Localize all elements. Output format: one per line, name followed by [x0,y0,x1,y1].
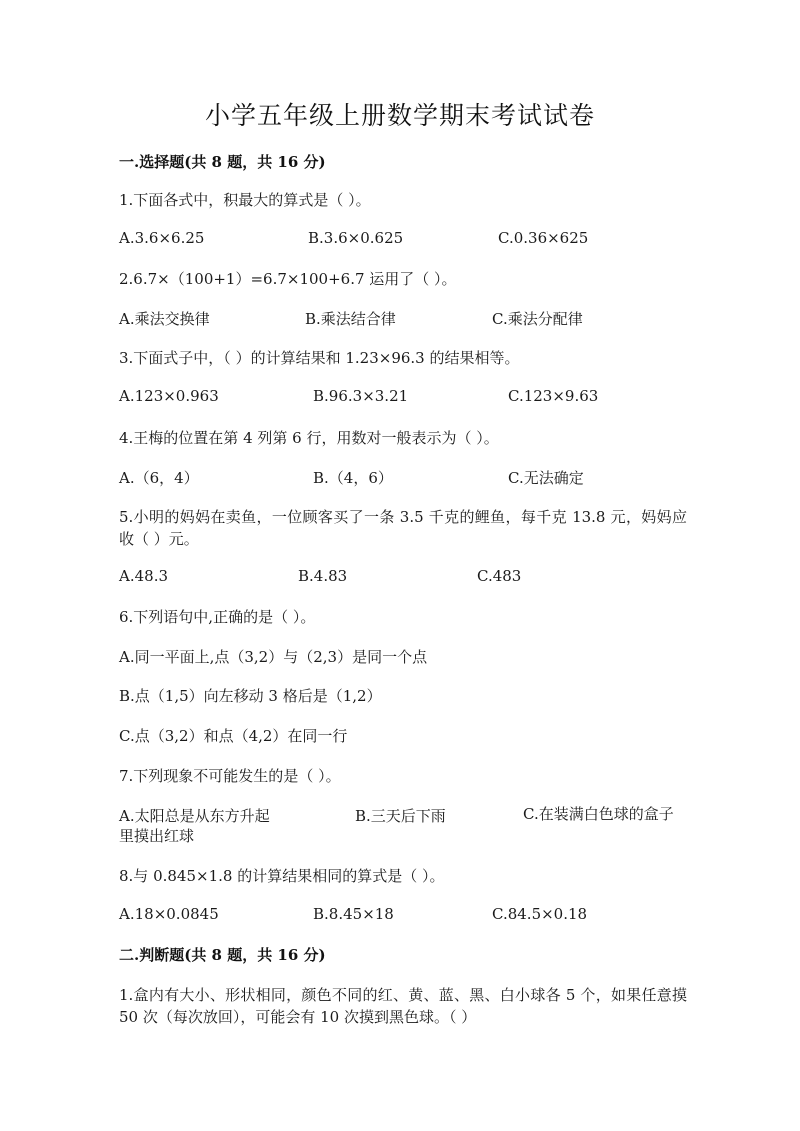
question-5-option-c: C.483 [477,567,522,585]
question-8-option-c: C.84.5×0.18 [492,905,588,923]
question-1-stem: 1.下面各式中，积最大的算式是（ ）。 [119,191,371,209]
question-7-option-b: B.三天后下雨 [355,807,446,825]
question-3-stem: 3.下面式子中，（ ）的计算结果和 1.23×96.3 的结果相等。 [119,349,520,367]
question-3-option-c: C.123×9.63 [508,387,599,405]
question-3-option-a: A.123×0.963 [119,387,219,405]
question-2-option-a: A.乘法交换律 [119,310,210,328]
question-2-option-b: B.乘法结合律 [305,310,396,328]
question-6-option-a: A.同一平面上,点（3,2）与（2,3）是同一个点 [119,648,428,666]
section-heading-true-false: 二.判断题(共 8 题，共 16 分) [119,946,326,964]
question-1-option-b: B.3.6×0.625 [308,229,404,247]
page-title: 小学五年级上册数学期末考试试卷 [204,101,595,130]
judgment-question-1-stem: 1.盒内有大小、形状相同，颜色不同的红、黄、蓝、黑、白小球各 5 个，如果任意摸 50 次（每次放回），可能会有 10 次摸到黑色球。（ ） [119,986,687,1026]
question-3-option-b: B.96.3×3.21 [313,387,409,405]
question-2-stem: 2.6.7×（100+1）=6.7×100+6.7 运用了（ ）。 [119,270,457,288]
question-6-option-b: B.点（1,5）向左移动 3 格后是（1,2） [119,687,382,705]
question-7-option-a: A.太阳总是从东方升起 [119,807,270,825]
question-5-option-b: B.4.83 [298,567,348,585]
question-6-option-c: C.点（3,2）和点（4,2）在同一行 [119,727,348,745]
question-4-option-b: B.（4，6） [313,469,393,487]
question-4-option-c: C.无法确定 [508,469,584,487]
question-8-option-b: B.8.45×18 [313,905,394,923]
question-6-stem: 6.下列语句中,正确的是（ ）。 [119,608,316,626]
question-8-stem: 8.与 0.845×1.8 的计算结果相同的算式是（ ）。 [119,867,445,885]
question-8-option-a: A.18×0.0845 [119,905,219,923]
section-heading-choice: 一.选择题(共 8 题，共 16 分) [119,153,326,171]
question-4-stem: 4.王梅的位置在第 4 列第 6 行，用数对一般表示为（ ）。 [119,429,499,447]
question-7-stem: 7.下列现象不可能发生的是（ ）。 [119,767,341,785]
question-1-option-c: C.0.36×625 [498,229,589,247]
question-7-option-c: C.在装满白色球的盒子里摸出红球 [119,805,674,845]
question-4-option-a: A.（6，4） [119,469,199,487]
question-1-option-a: A.3.6×6.25 [119,229,205,247]
question-2-option-c: C.乘法分配律 [492,310,583,328]
question-5-stem: 5.小明的妈妈在卖鱼，一位顾客买了一条 3.5 千克的鲤鱼，每千克 13.8 元，妈妈应收（ ）元。 [119,508,687,548]
question-5-option-a: A.48.3 [119,567,168,585]
